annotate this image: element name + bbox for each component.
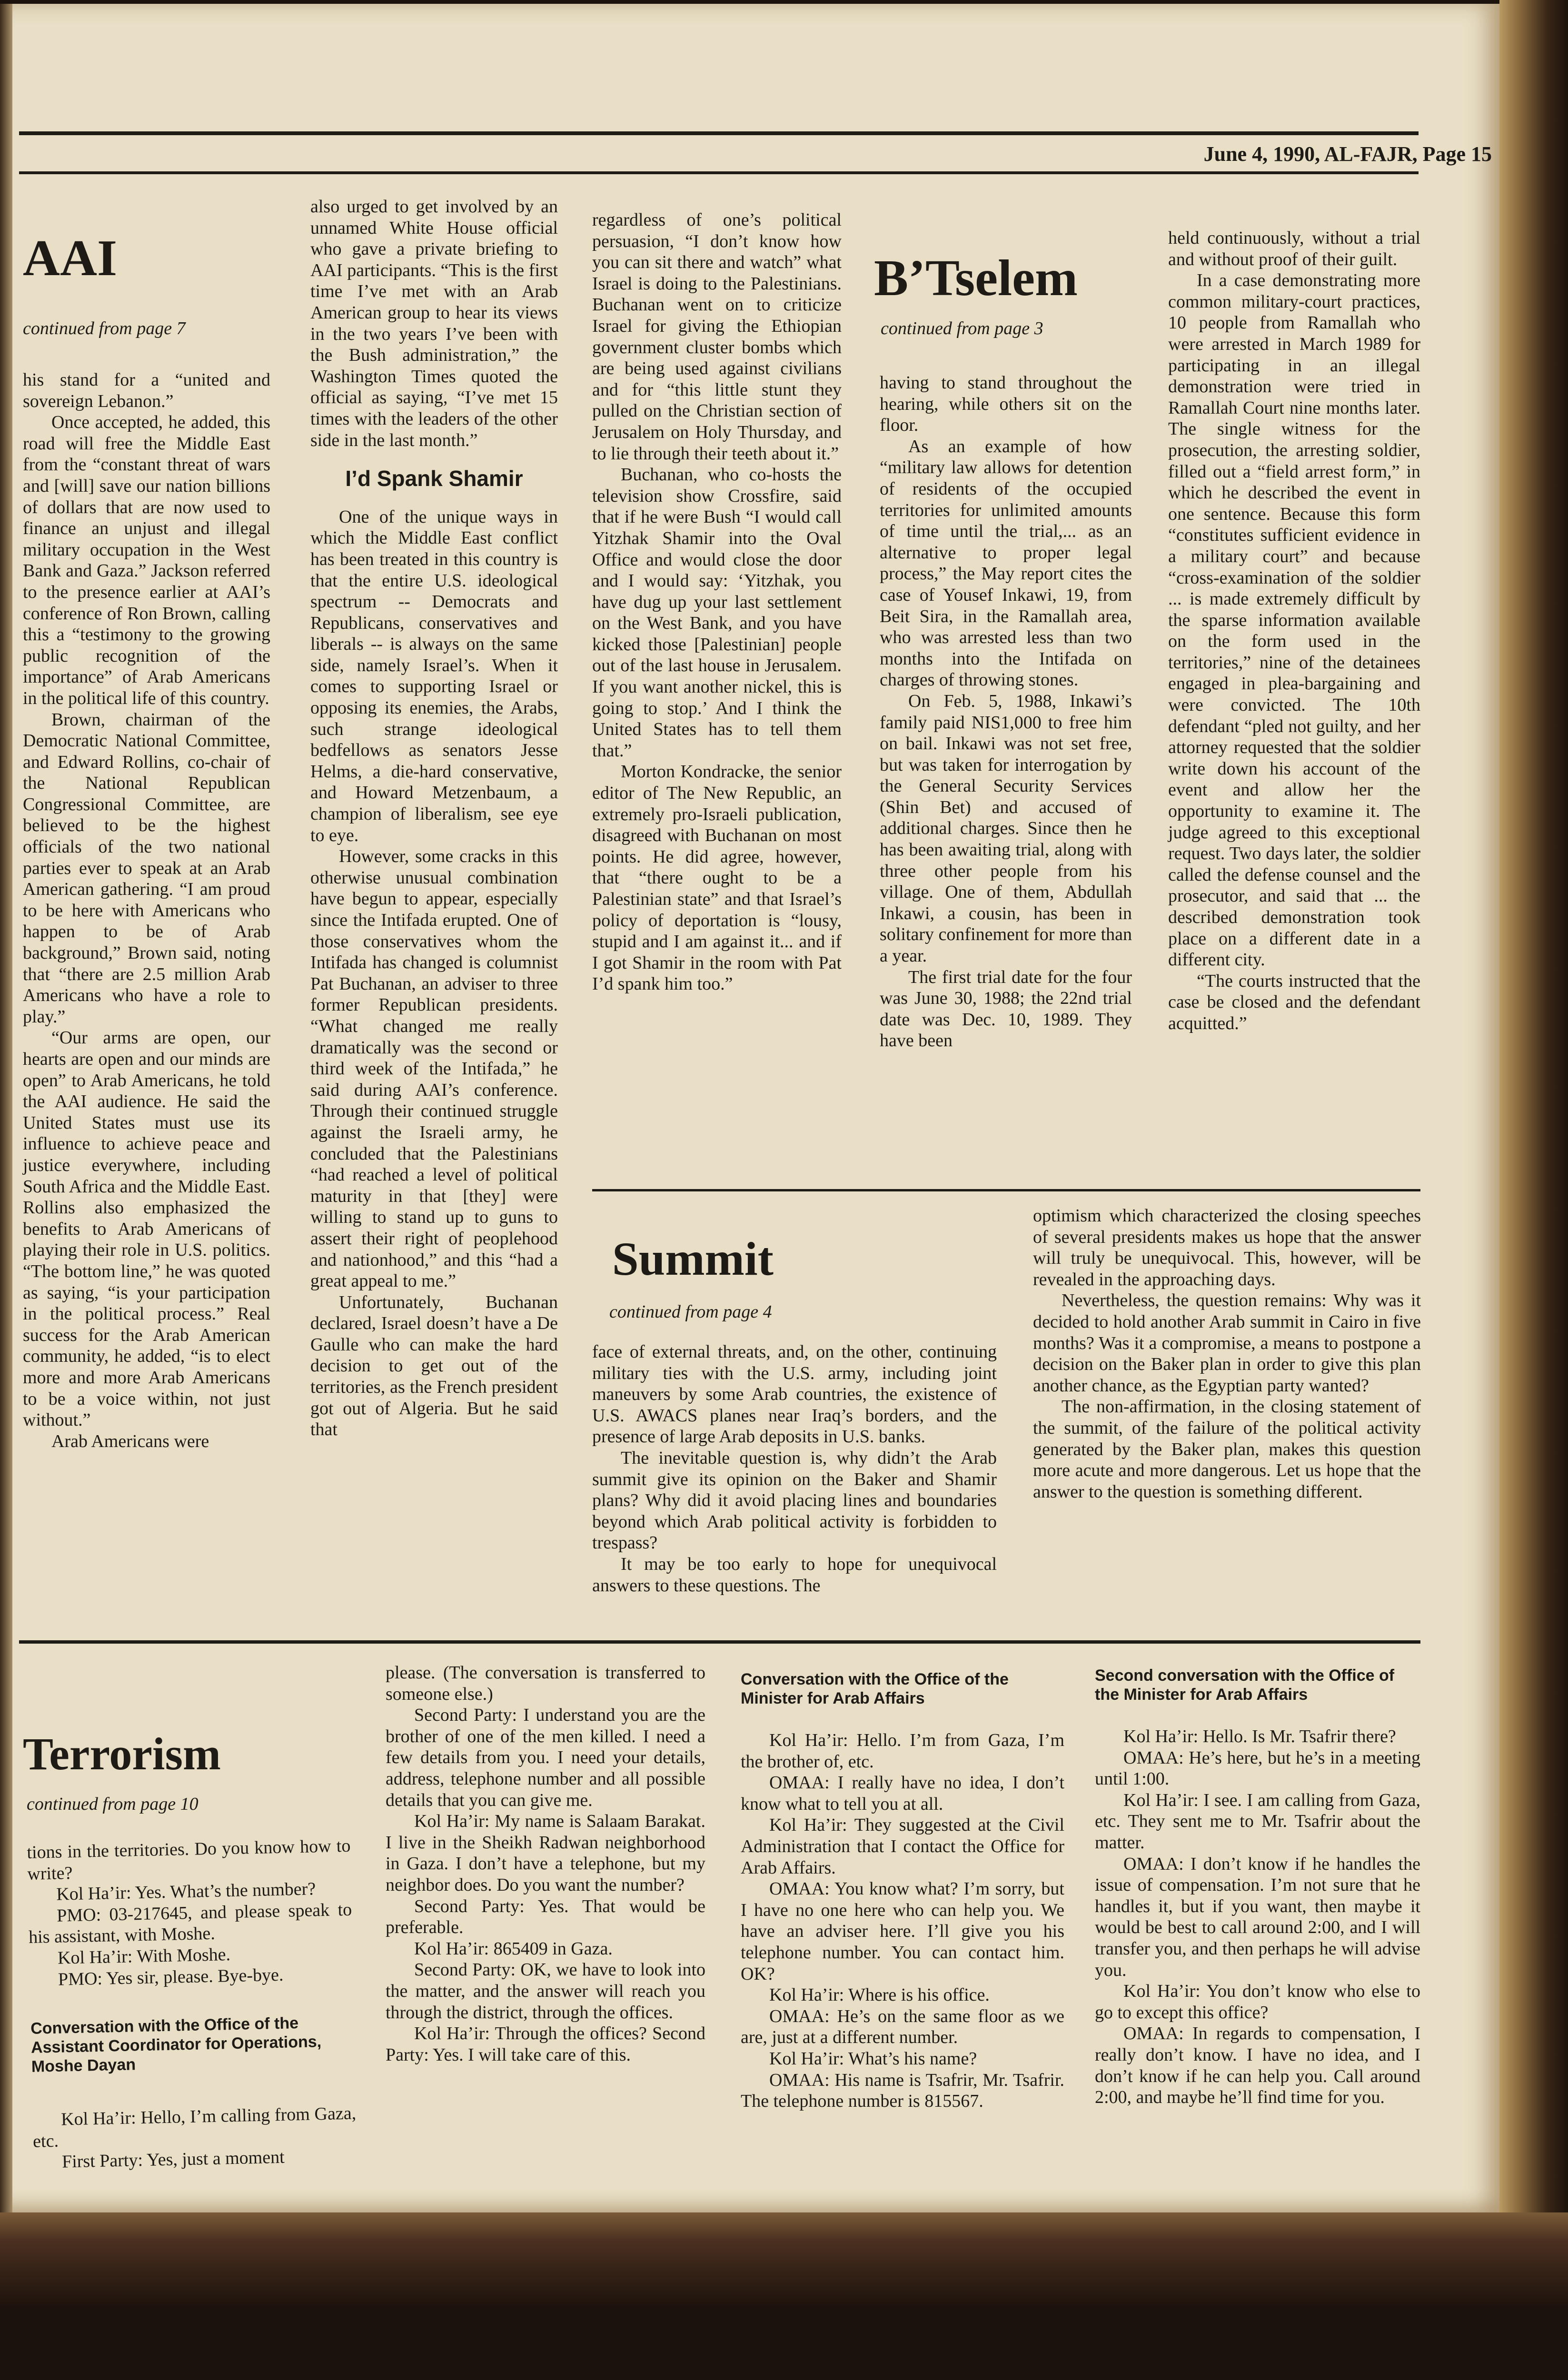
top-rule — [19, 131, 1419, 135]
section-divider — [592, 1189, 1420, 1191]
paragraph: PMO: Yes sir, please. Bye-bye. — [58, 1964, 284, 1990]
paragraph: Kol Ha’ir: Through the offices? Second Party: Yes. I will take care of this. — [386, 2023, 705, 2065]
paragraph: OMAA: I really have no idea, I don’t know what to tell you at all. — [741, 1773, 1064, 1814]
summit-column-1 — [592, 1341, 997, 1596]
paragraph: Buchanan, who co-hosts the television show Crossfire, said that if he were Bush “I would call Yitzhak Shamir into the Oval Office and would close the door and I would say: ‘Yitzhak, you have dug up your last settlement on the West Bank, and you have kicked those [Palestinian] people out of the last house in Jerusalem. If you want another nickel, this is going to stop.’ And I think the United States has to tell them that.” — [592, 465, 842, 761]
paragraph: Kol Ha’ir: Yes. What’s the number? — [56, 1879, 316, 1904]
paragraph: However, some cracks in this otherwise unusual combination have begun to appear, especially since the Intifada erupted. One of those conservatives whom the Intifada has changed is columnist Pat Buchanan, an adviser to three former Republican presidents. “What changed me really dramatically was the second or third week of the Intifada,” he said during AAI’s conference. Through their continued struggle against the Israeli army, he concluded that the Palestinians “had reached a level of political maturity in that [they] were willing to stand up to guns to assert their right of peoplehood and nationhood,” and this “had a great appeal to me.” — [310, 846, 558, 1291]
paragraph: Second Party: Yes. That would be preferable. — [386, 1896, 705, 1938]
paragraph: Arab Americans were — [51, 1431, 209, 1451]
paragraph: In a case demonstrating more common military-court practices, 10 people from Ramallah who were arrested in March 1989 for participating in an illegal demonstration were tried in Ramallah Court nine months later. The single witness for the prosecution, the arresting soldier, filled out a “field arrest form,” in which he described the event in one sentence. Because this form “constitutes sufficient evidence in a military court” and because “cross-examination of the soldier ... is made extremely difficult by the sparse information available on the form used in the territories,” nine of the detainees engaged in plea-bargaining and were convicted. The 10th defendant “pled not guilty, and her attorney requested that the soldier write down his account of the event and allow her the opportunity to examine it. The judge agreed to this exceptional request. Two days later, the soldier called the defense counsel and the prosecutor, and said that ... the described demonstration took place on a different date in a different city. — [1168, 270, 1420, 970]
paragraph: The inevitable question is, why didn’t the Arab summit give its opinion on the Baker and Shamir plans? Why did it avoid placing lines and boundaries beyond which Arab political activity is forbidden to trespass? — [592, 1448, 997, 1553]
btselem-continued-line: continued from page 3 — [881, 318, 1043, 338]
paragraph: his stand for a “united and sovereign Lebanon.” — [23, 370, 270, 411]
paragraph: OMAA: His name is Tsafrir, Mr. Tsafrir. The telephone number is 815567. — [741, 2070, 1064, 2112]
paragraph: Kol Ha’ir: My name is Salaam Barakat. I live in the Sheikh Radwan neighborhood in Gaza. I don’t have a telephone, but my neighbor does. Do you want the number? — [386, 1811, 705, 1895]
aai-column-3 — [592, 209, 842, 995]
paragraph: Unfortunately, Buchanan declared, Israel doesn’t have a De Gaulle who can make the hard decision to get out of the territories, as the French president got out of Algeria. But he said that — [310, 1292, 558, 1440]
paragraph: Once accepted, he added, this road will free the Middle East from the “constant threat of wars and [will] save our nation billions of dollars that are now used to finance an unjust and illegal military occupation in the West Bank and Gaza.” Jackson referred to the presence earlier at AAI’s conference of Ron Brown, calling this a “testimony to the growing public recognition of the importance” of Arab Americans in the political life of this country. — [23, 412, 270, 708]
paragraph: having to stand throughout the hearing, while others sit on the floor. — [880, 373, 1132, 436]
paragraph: Kol Ha’ir: Hello, I’m calling from Gaza, etc. — [32, 2103, 357, 2152]
aai-subhead: I’d Spank Shamir — [345, 466, 523, 491]
summit-column-2 — [1033, 1205, 1421, 1502]
terrorism-column-1 — [27, 1835, 357, 2173]
background-below-page — [0, 2212, 1568, 2380]
btselem-column-2 — [1168, 228, 1420, 1034]
paragraph: Second Party: I understand you are the brother of one of the men killed. I need a few details from you. I need your details, address, telephone number and all possible details that you can give me. — [386, 1705, 705, 1810]
terrorism-continued-line: continued from page 10 — [27, 1794, 198, 1814]
aai-column-2 — [310, 196, 558, 1440]
paragraph: please. (The conversation is transferred to someone else.) — [386, 1663, 705, 1704]
paragraph: OMAA: He’s here, but he’s in a meeting until 1:00. — [1095, 1747, 1420, 1789]
paragraph: tions in the territories. Do you know how to write? — [27, 1835, 351, 1884]
paragraph: Kol Ha’ir: Hello. I’m from Gaza, I’m the brother of, etc. — [741, 1730, 1064, 1772]
paragraph: held continuously, without a trial and without proof of their guilt. — [1168, 228, 1420, 269]
aai-continued-line: continued from page 7 — [23, 318, 186, 338]
paragraph: Second Party: OK, we have to look into the matter, and the answer will reach you through the district, through the offices. — [386, 1960, 705, 2023]
terrorism-column-2 — [386, 1662, 705, 2065]
aai-column-1 — [23, 369, 270, 1452]
paragraph: Nevertheless, the question remains: Why was it decided to hold another Arab summit in Cairo in five months? Was it a compromise, a means to postpone a decision on the Baker plan in order to give this plan another chance, as the Egyptian party wanted? — [1033, 1290, 1421, 1396]
terrorism-subhead-1: Conversation with the Office of the Assistant Coordinator for Operations, Moshe Dayan — [30, 2014, 322, 2076]
paragraph: Kol Ha’ir: I see. I am calling from Gaza, etc. They sent me to Mr. Tsafrir about the matter. — [1095, 1790, 1420, 1853]
summit-headline: Summit — [612, 1232, 774, 1285]
paragraph: Kol Ha’ir: With Moshe. — [57, 1944, 231, 1968]
paragraph: On Feb. 5, 1988, Inkawi’s family paid NIS1,000 to free him on bail. Inkawi was not set free, but was taken for interrogation by the General Security Services (Shin Bet) and accused of additional charges. Since then he has been awaiting trial, along with three other people from his village. One of them, Abdullah Inkawi, a cousin, has been in solitary confinement for more than a year. — [880, 691, 1132, 966]
summit-continued-line: continued from page 4 — [609, 1302, 772, 1322]
paragraph: regardless of one’s political persuasion, “I don’t know how you can sit there and watch” what Israel is doing to the Palestinians. Buchanan went on to criticize Israel for giving the Ethiopian government cluster bombs which are being used against civilians and for “this little stunt they pulled on the Christian section of Jerusalem on Holy Thursday, and to lie through their teeth about it.” — [592, 210, 842, 464]
paragraph: also urged to get involved by an unnamed White House official who gave a private briefing to AAI participants. “This is the first time I’ve met with an Arab American group to hear its views in the two years I’ve been with the Bush administration,” the Washington Times quoted the official as saying, “I’ve met 15 times with the leaders of the other side in the last month.” — [310, 197, 558, 450]
paragraph: Brown, chairman of the Democratic National Committee, and Edward Rollins, co-chair of the National Republican Congressional Committee, are believed to be the highest officials of the two national parties ever to speak at an Arab American gathering. “I am proud to be here with Americans who happen to be of Arab background,” Brown said, noting that “there are 2.5 million Arab Americans who have a role to play.” — [23, 709, 270, 1027]
terrorism-column-4 — [1095, 1666, 1420, 2108]
paragraph: As an example of how “military law allows for detention of residents of the occupied territories for unlimited amounts of time until the trial,... as an alternative to proper legal process,” the May report cites the case of Yousef Inkawi, 19, from Beit Sira, in the Ramallah area, who was arrested less than two months into the Intifada on charges of throwing stones. — [880, 436, 1132, 690]
paragraph: face of external threats, and, on the other, continuing military ties with the U.S. army, including joint maneuvers by some Arab countries, the existence of U.S. AWACS planes near Iraq’s borders, and the presence of large Arab deposits in U.S. banks. — [592, 1342, 997, 1447]
paragraph: PMO: 03-217645, and please speak to his assistant, with Moshe. — [28, 1899, 352, 1948]
terrorism-subhead-2: Conversation with the Office of the Minister for Arab Affairs — [741, 1670, 1009, 1707]
paragraph: Kol Ha’ir: They suggested at the Civil Administration that I contact the Office for Arab Affairs. — [741, 1815, 1064, 1878]
paragraph: Kol Ha’ir: 865409 in Gaza. — [414, 1938, 613, 1959]
binding-edge — [0, 4, 12, 2212]
paragraph: OMAA: I don’t know if he handles the issue of compensation. I’m not sure that he handles it, but if you want, then maybe it would be best to call around 2:00, and I will transfer you, and then perhaps he will advise you. — [1095, 1854, 1420, 1980]
terrorism-column-3 — [741, 1670, 1064, 2112]
paragraph: Kol Ha’ir: What’s his name? — [769, 2048, 977, 2069]
paragraph: Kol Ha’ir: Where is his office. — [769, 1985, 990, 2005]
paragraph: Kol Ha’ir: You don’t know who else to go to except this office? — [1095, 1981, 1420, 2023]
paragraph: OMAA: He’s on the same floor as we are, just at a different number. — [741, 2006, 1064, 2048]
paragraph: First Party: Yes, just a moment — [61, 2147, 285, 2172]
paragraph: Kol Ha’ir: Hello. Is Mr. Tsafrir there? — [1123, 1726, 1396, 1746]
paragraph: “Our arms are open, our hearts are open and our minds are open” to Arab Americans, he told the AAI audience. He said the United States must use its influence to achieve peace and justice everywhere, including South Africa and the Middle East. Rollins also emphasized the benefits to Arab Americans of playing their role in U.S. politics. “The bottom line,” he was quoted as saying, “is your participation in the political process.” Real success for the Arab American community, he added, “is to elect more and more Arab Americans to be a voice within, not just without.” — [23, 1028, 270, 1430]
aai-headline: AAI — [23, 230, 118, 287]
paragraph: The first trial date for the four was June 30, 1988; the 22nd trial date was Dec. 10, 1989. They have been — [880, 967, 1132, 1051]
terrorism-headline: Terrorism — [23, 1728, 221, 1779]
terrorism-subhead-3: Second conversation with the Office of the Minister for Arab Affairs — [1095, 1666, 1395, 1704]
paragraph: One of the unique ways in which the Middle East conflict has been treated in this country is that the entire U.S. ideological spectrum -- Democrats and Republicans, conservatives and liberals -- is always on the same side, namely Israel’s. When it comes to supporting Israel or opposing its enemies, the Arabs, such strange ideological bedfellows as senators Jesse Helms, a die-hard conservative, and Howard Metzenbaum, a champion of liberalism, see eye to eye. — [310, 506, 558, 845]
section-divider-full — [19, 1640, 1420, 1644]
paragraph: OMAA: In regards to compensation, I really don’t know. I have no idea, and I don’t know if he can help you. Call around 2:00, and maybe he’ll find time for you. — [1095, 2023, 1420, 2108]
page-folio: June 4, 1990, AL-FAJR, Page 15 — [1203, 142, 1492, 166]
paragraph: optimism which characterized the closing speeches of several presidents makes us hope that the answer will truly be unequivocal. This, however, will be revealed in the approaching days. — [1033, 1206, 1421, 1289]
page-edge-shadow — [1499, 0, 1568, 2380]
paragraph: “The courts instructed that the case be closed and the defendant acquitted.” — [1168, 971, 1420, 1033]
btselem-headline: B’Tselem — [874, 250, 1078, 307]
paragraph: The non-affirmation, in the closing statement of the summit, of the failure of the political activity generated by the Baker plan, makes this question more acute and more dangerous. Let us hope that the answer to the question is something different. — [1033, 1397, 1421, 1502]
btselem-column-1 — [880, 372, 1132, 1051]
paragraph: It may be too early to hope for unequivocal answers to these questions. The — [592, 1554, 997, 1596]
paragraph: OMAA: You know what? I’m sorry, but I have no one here who can help you. We have an adviser here. I’ll give you his telephone number. You can contact him. OK? — [741, 1879, 1064, 1984]
paragraph: Morton Kondracke, the senior editor of The New Republic, an extremely pro-Israeli publication, disagreed with Buchanan on most points. He did agree, however, that “there ought to be a Palestinian state” and that Israel’s policy of deportation is “lousy, stupid and I am against it... and if I got Shamir in the room with Pat I’d spank him too.” — [592, 762, 842, 994]
folio-rule — [19, 171, 1419, 174]
